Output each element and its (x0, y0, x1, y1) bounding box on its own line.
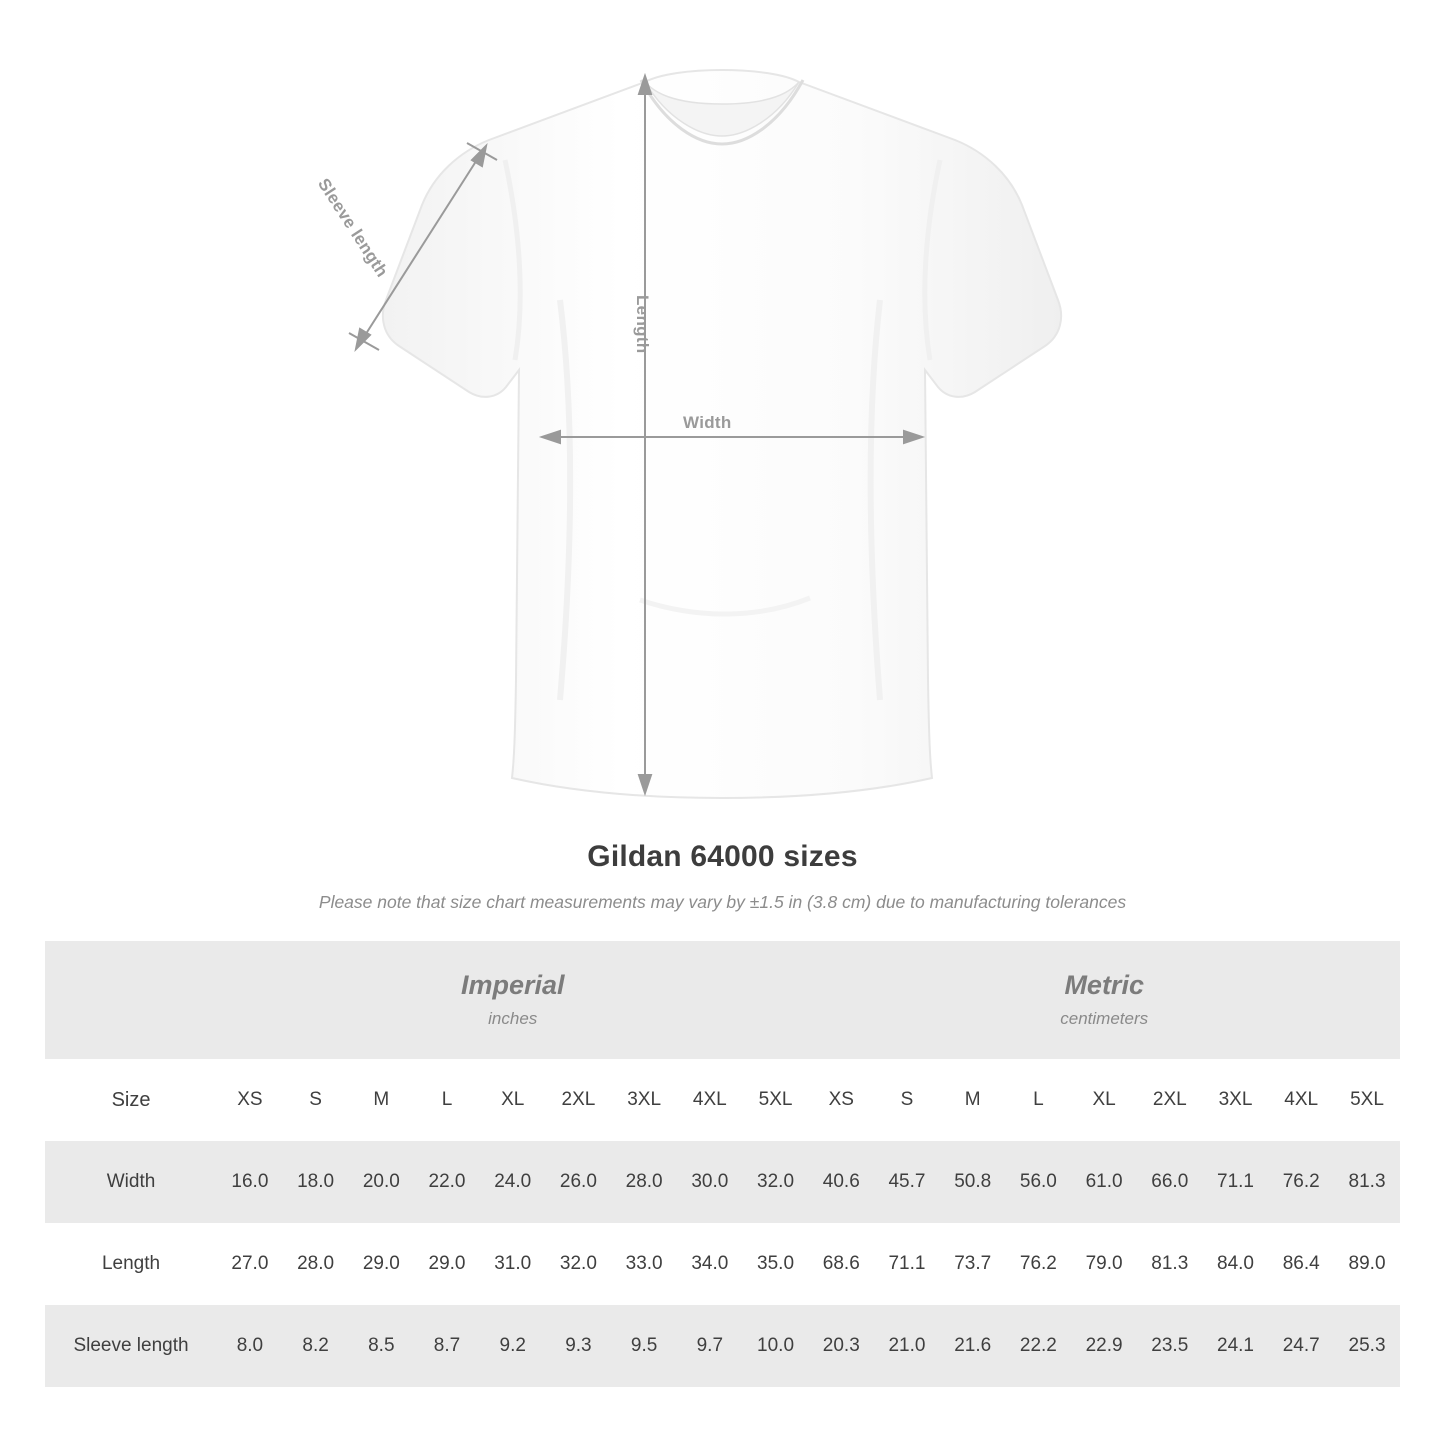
cell-width-metric-5xl: 81.3 (1334, 1141, 1400, 1223)
header-metric-s: S (874, 1059, 940, 1141)
cell-sleeve-metric-m: 21.6 (940, 1305, 1006, 1387)
cell-length-metric-xs: 68.6 (808, 1223, 874, 1305)
measurement-note: Please note that size chart measurements may vary by ±1.5 in (3.8 cm) due to manufacturing tolerances (318, 892, 1127, 912)
cell-length-imperial-xs: 27.0 (217, 1223, 283, 1305)
cell-width-imperial-5xl: 32.0 (743, 1141, 809, 1223)
cell-width-metric-3xl: 71.1 (1203, 1141, 1269, 1223)
cell-width-metric-l: 56.0 (1006, 1141, 1072, 1223)
size-chart-table-wrap (0, 941, 1445, 1387)
cell-sleeve-imperial-5xl: 10.0 (743, 1305, 809, 1387)
cell-sleeve-imperial-2xl: 9.3 (546, 1305, 612, 1387)
cell-length-metric-5xl: 89.0 (1334, 1223, 1400, 1305)
header-metric-m: M (940, 1059, 1006, 1141)
size-chart-table (45, 941, 1400, 1387)
cell-length-metric-2xl: 81.3 (1137, 1223, 1203, 1305)
table-row (45, 1223, 1400, 1305)
cell-sleeve-metric-4xl: 24.7 (1268, 1305, 1334, 1387)
cell-width-metric-xs: 40.6 (808, 1141, 874, 1223)
cell-sleeve-metric-l: 22.2 (1006, 1305, 1072, 1387)
table-row (45, 1305, 1400, 1387)
header-metric-3xl: 3XL (1203, 1059, 1269, 1141)
header-metric-xs: XS (808, 1059, 874, 1141)
header-metric-4xl: 4XL (1268, 1059, 1334, 1141)
cell-width-imperial-4xl: 30.0 (677, 1141, 743, 1223)
cell-width-metric-2xl: 66.0 (1137, 1141, 1203, 1223)
cell-sleeve-metric-xl: 22.9 (1071, 1305, 1137, 1387)
unit-band-spacer (45, 941, 217, 1059)
header-imperial-5xl: 5XL (743, 1059, 809, 1141)
page-title: Gildan 64000 sizes (587, 840, 858, 873)
unit-band-row (45, 941, 1400, 1059)
cell-width-imperial-xl: 24.0 (480, 1141, 546, 1223)
cell-length-imperial-s: 28.0 (283, 1223, 349, 1305)
cell-length-imperial-4xl: 34.0 (677, 1223, 743, 1305)
sleeve-length-label: Sleeve length (314, 175, 392, 281)
metric-unit-cell (808, 941, 1400, 1059)
imperial-unit-cell (217, 941, 808, 1059)
cell-length-imperial-m: 29.0 (348, 1223, 414, 1305)
table-row (45, 1141, 1400, 1223)
cell-width-metric-s: 45.7 (874, 1141, 940, 1223)
row-label-sleeve-length: Sleeve length (45, 1305, 217, 1387)
cell-length-metric-4xl: 86.4 (1268, 1223, 1334, 1305)
header-metric-l: L (1006, 1059, 1072, 1141)
cell-width-imperial-s: 18.0 (283, 1141, 349, 1223)
cell-length-imperial-5xl: 35.0 (743, 1223, 809, 1305)
cell-sleeve-metric-3xl: 24.1 (1203, 1305, 1269, 1387)
header-imperial-3xl: 3XL (611, 1059, 677, 1141)
header-imperial-2xl: 2XL (546, 1059, 612, 1141)
cell-length-metric-m: 73.7 (940, 1223, 1006, 1305)
header-size: Size (45, 1059, 217, 1141)
cell-width-imperial-l: 22.0 (414, 1141, 480, 1223)
cell-width-imperial-m: 20.0 (348, 1141, 414, 1223)
row-label-width: Width (45, 1141, 217, 1223)
cell-width-metric-xl: 61.0 (1071, 1141, 1137, 1223)
cell-sleeve-imperial-3xl: 9.5 (611, 1305, 677, 1387)
cell-length-metric-l: 76.2 (1006, 1223, 1072, 1305)
metric-unit-name: Metric (1064, 970, 1144, 1001)
header-imperial-s: S (283, 1059, 349, 1141)
cell-length-imperial-3xl: 33.0 (611, 1223, 677, 1305)
cell-sleeve-imperial-xs: 8.0 (217, 1305, 283, 1387)
cell-width-imperial-3xl: 28.0 (611, 1141, 677, 1223)
cell-length-metric-xl: 79.0 (1071, 1223, 1137, 1305)
cell-width-imperial-2xl: 26.0 (546, 1141, 612, 1223)
cell-sleeve-metric-xs: 20.3 (808, 1305, 874, 1387)
cell-width-metric-m: 50.8 (940, 1141, 1006, 1223)
cell-length-imperial-2xl: 32.0 (546, 1223, 612, 1305)
title-block (0, 840, 1445, 913)
cell-sleeve-metric-2xl: 23.5 (1137, 1305, 1203, 1387)
cell-sleeve-imperial-4xl: 9.7 (677, 1305, 743, 1387)
cell-sleeve-metric-5xl: 25.3 (1334, 1305, 1400, 1387)
cell-length-metric-3xl: 84.0 (1203, 1223, 1269, 1305)
imperial-unit-name: Imperial (460, 970, 565, 1001)
cell-sleeve-imperial-s: 8.2 (283, 1305, 349, 1387)
header-metric-2xl: 2XL (1137, 1059, 1203, 1141)
length-label: Length (633, 295, 652, 354)
header-metric-xl: XL (1071, 1059, 1137, 1141)
header-imperial-4xl: 4XL (677, 1059, 743, 1141)
cell-length-imperial-xl: 31.0 (480, 1223, 546, 1305)
header-imperial-xl: XL (480, 1059, 546, 1141)
cell-length-imperial-l: 29.0 (414, 1223, 480, 1305)
imperial-unit-sub: inches (488, 1008, 538, 1028)
cell-sleeve-imperial-xl: 9.2 (480, 1305, 546, 1387)
header-imperial-l: L (414, 1059, 480, 1141)
cell-sleeve-imperial-m: 8.5 (348, 1305, 414, 1387)
cell-width-imperial-xs: 16.0 (217, 1141, 283, 1223)
row-label-length: Length (45, 1223, 217, 1305)
width-label: Width (683, 413, 732, 432)
cell-sleeve-metric-s: 21.0 (874, 1305, 940, 1387)
cell-length-metric-s: 71.1 (874, 1223, 940, 1305)
header-imperial-m: M (348, 1059, 414, 1141)
cell-width-metric-4xl: 76.2 (1268, 1141, 1334, 1223)
header-imperial-xs: XS (217, 1059, 283, 1141)
metric-unit-sub: centimeters (1060, 1008, 1149, 1028)
cell-sleeve-imperial-l: 8.7 (414, 1305, 480, 1387)
table-header-row (45, 1059, 1400, 1141)
header-metric-5xl: 5XL (1334, 1059, 1400, 1141)
